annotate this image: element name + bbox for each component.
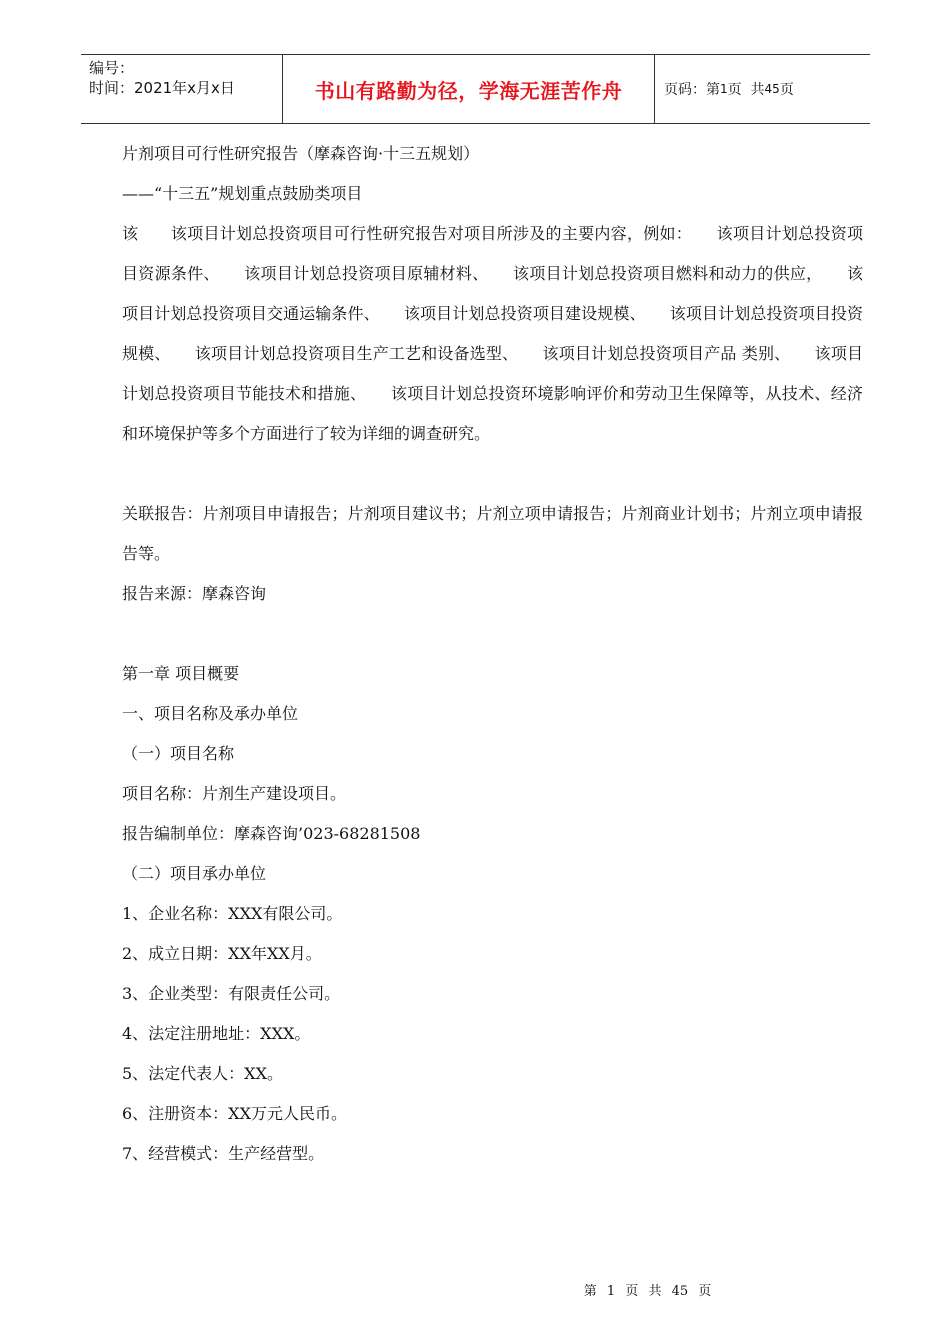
compiler-unit: 报告编制单位：摩森咨询’023-68281508 — [122, 824, 421, 843]
serial-label: 编号： — [89, 59, 135, 77]
project-name: 项目名称：片剂生产建设项目。 — [122, 784, 347, 803]
footer-prefix: 第 — [583, 1284, 597, 1299]
list-item: 3、企业类型：有限责任公司。 — [122, 984, 341, 1003]
header-motto: 书山有路勤为径，学海无涯苦作舟 — [282, 55, 655, 123]
intro-paragraph: 该 该项目计划总投资项目可行性研究报告对项目所涉及的主要内容，例如： 该项目计划总投资项目资源条件、 该项目计划总投资项目原辅材料、 该项目计划总投资项目燃料和动力的供应， 该项目计划总投资项目交通运输条件、 该项目计划总投资项目建设规模、 该项目计划总投资项目投资规模、 该项目计划总投资项目生产工艺和设备选型、 该项目计划总投资项目产品 类别、 该项目计划总投资项目节能技术和措施、 该项目计划总投资环境影响评价和劳动卫生保障等，从技术、经济和环境保护等多个方面进行了较为详细的调查研究。 — [122, 224, 863, 443]
page-prefix: 页码：第 — [664, 82, 720, 98]
page-total: 45 — [764, 82, 780, 96]
footer-mid1: 页 — [625, 1284, 639, 1299]
page-number: 1 — [720, 82, 728, 96]
document-header — [81, 54, 870, 124]
page-mid: 页 共 — [727, 82, 765, 98]
footer-total: 45 — [671, 1284, 689, 1299]
list-item: 2、成立日期：XX年XX月。 — [122, 944, 322, 963]
related-reports: 关联报告：片剂项目申请报告；片剂项目建议书；片剂立项申请报告；片剂商业计划书；片剂立项申请报告等。 — [122, 504, 863, 563]
subsection-undertaker: （二）项目承办单位 — [122, 864, 267, 883]
footer-page: 1 — [606, 1284, 616, 1299]
doc-subtitle: ——“十三五”规划重点鼓励类项目 — [122, 184, 363, 203]
list-item: 1、企业名称：XXX有限公司。 — [122, 904, 343, 923]
report-source: 报告来源：摩森咨询 — [122, 584, 267, 603]
chapter-heading: 第一章 项目概要 — [122, 664, 240, 683]
header-page-info — [655, 55, 870, 123]
list-item: 7、经营模式：生产经营型。 — [122, 1144, 325, 1163]
doc-title: 片剂项目可行性研究报告（摩森咨询·十三五规划） — [122, 144, 480, 163]
section-heading: 一、项目名称及承办单位 — [122, 704, 299, 723]
document-body — [87, 134, 863, 1174]
footer-mid2: 共 — [648, 1284, 662, 1299]
subsection-project-name: （一）项目名称 — [122, 744, 235, 763]
list-item: 5、法定代表人：XX。 — [122, 1064, 283, 1083]
page-footer — [0, 1280, 950, 1299]
time-label: 时间：2021年x月x日 — [89, 79, 235, 97]
footer-suffix: 页 — [698, 1284, 712, 1299]
header-meta — [81, 55, 282, 123]
list-item: 4、法定注册地址：XXX。 — [122, 1024, 311, 1043]
list-item: 6、注册资本：XX万元人民币。 — [122, 1104, 347, 1123]
page-suffix: 页 — [779, 82, 794, 98]
